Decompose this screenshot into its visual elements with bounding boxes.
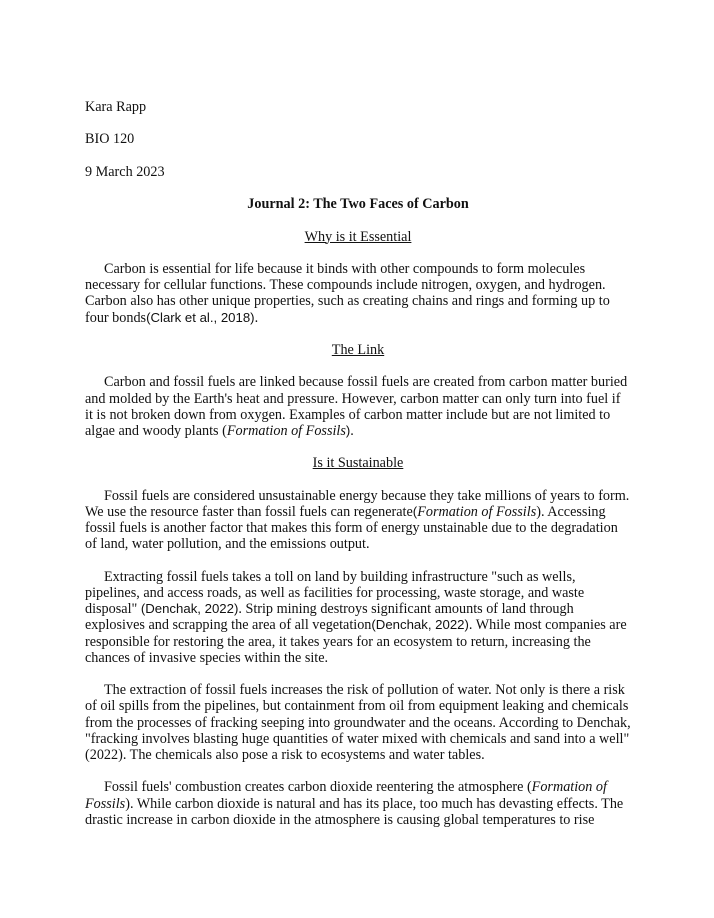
section-heading-the-link: The Link (331, 341, 385, 358)
paragraph-text: . Strip mining destroys significant amounts of land through explosives and scrapping the area of all vegetation (85, 601, 574, 634)
paragraph-text-after: . Accessing fossil fuels is another factor that makes this form of energy unstainable due to the degradation of land, water pollution, and the emissions output. (85, 503, 618, 553)
citation-open: ( (222, 422, 227, 439)
citation: (Denchak, 2022) (140, 601, 239, 617)
paragraph-text-after: . (254, 309, 259, 326)
citation-open: ( (526, 779, 532, 796)
citation: (Denchak, 2022) (371, 617, 469, 633)
citation-open: ( (412, 503, 418, 519)
citation-close: ) (536, 503, 541, 520)
paragraph (85, 488, 631, 553)
paragraph-text-after: . (350, 422, 354, 439)
paragraph-text: . While most companies are responsible for restoring the area, it takes years for an ecosystem to return, increasing the chances of invasive species within the site. (85, 617, 627, 666)
citation-close: ) (345, 422, 351, 438)
citation-close: ) (125, 795, 130, 812)
paragraph (85, 779, 631, 828)
paragraph (85, 261, 631, 326)
course-code: BIO 120 (85, 131, 135, 148)
paragraph-text: Extracting fossil fuels takes a toll on land by building infrastructure "such as wells, pipelines, and access roads, as well as facilities for processing, waste storage, and waste disposal" (85, 568, 585, 618)
document-body (85, 99, 631, 844)
paragraph (85, 569, 631, 666)
paragraph-text: Carbon is essential for life because it binds with other compounds to form molecules necessary for cellular functions. These compounds include nitrogen, oxygen, and hydrogen. Carbon also has other unique properties, such as creating chains and rings and forming up to four bonds (85, 260, 610, 326)
paragraph-text: The extraction of fossil fuels increases the risk of pollution of water. Not only is there a risk of oil spills from the pipelines, but containment from oil from equipment leaking and chemicals from the processes of fracking seeping into groundwater and the oceans. According to Denchak, "fracking involves blasting huge quantities of water mixed with chemicals and sand into a well" (2022). The chemicals also pose a risk to ecosystems and water tables. (85, 682, 631, 763)
paragraph-text: Fossil fuels are considered unsustainable energy because they take millions of years to form. We use the resource faster than fossil fuels can regenerate (85, 487, 630, 520)
citation-title: Formation of Fossils (417, 503, 537, 520)
citation-title: Formation of Fossils (226, 422, 346, 439)
paragraph (85, 374, 631, 439)
paragraph-text-after: . While carbon dioxide is natural and has its place, too much has devasting effects. The drastic increase in carbon dioxide in the atmosphere is causing global temperatures to rise (85, 795, 624, 828)
paragraph-text: Fossil fuels' combustion creates carbon dioxide reentering the atmosphere (104, 779, 527, 796)
section-heading-sustainable: Is it Sustainable (312, 455, 404, 472)
paragraph (85, 682, 631, 763)
citation-title: Formation of Fossils (85, 779, 607, 812)
citation: (Clark et al., 2018) (146, 309, 255, 325)
paragraph-text: Carbon and fossil fuels are linked because fossil fuels are created from carbon matter buried and molded by the Earth's heat and pressure. However, carbon matter can only turn into fuel if it is not broken down from oxygen. Examples of carbon matter include but are not limited to algae and woody plants (85, 374, 628, 439)
document-date: 9 March 2023 (85, 163, 165, 180)
document-title: Journal 2: The Two Faces of Carbon (247, 196, 469, 213)
section-heading-why-essential: Why is it Essential (304, 228, 412, 245)
author-name: Kara Rapp (85, 99, 147, 115)
